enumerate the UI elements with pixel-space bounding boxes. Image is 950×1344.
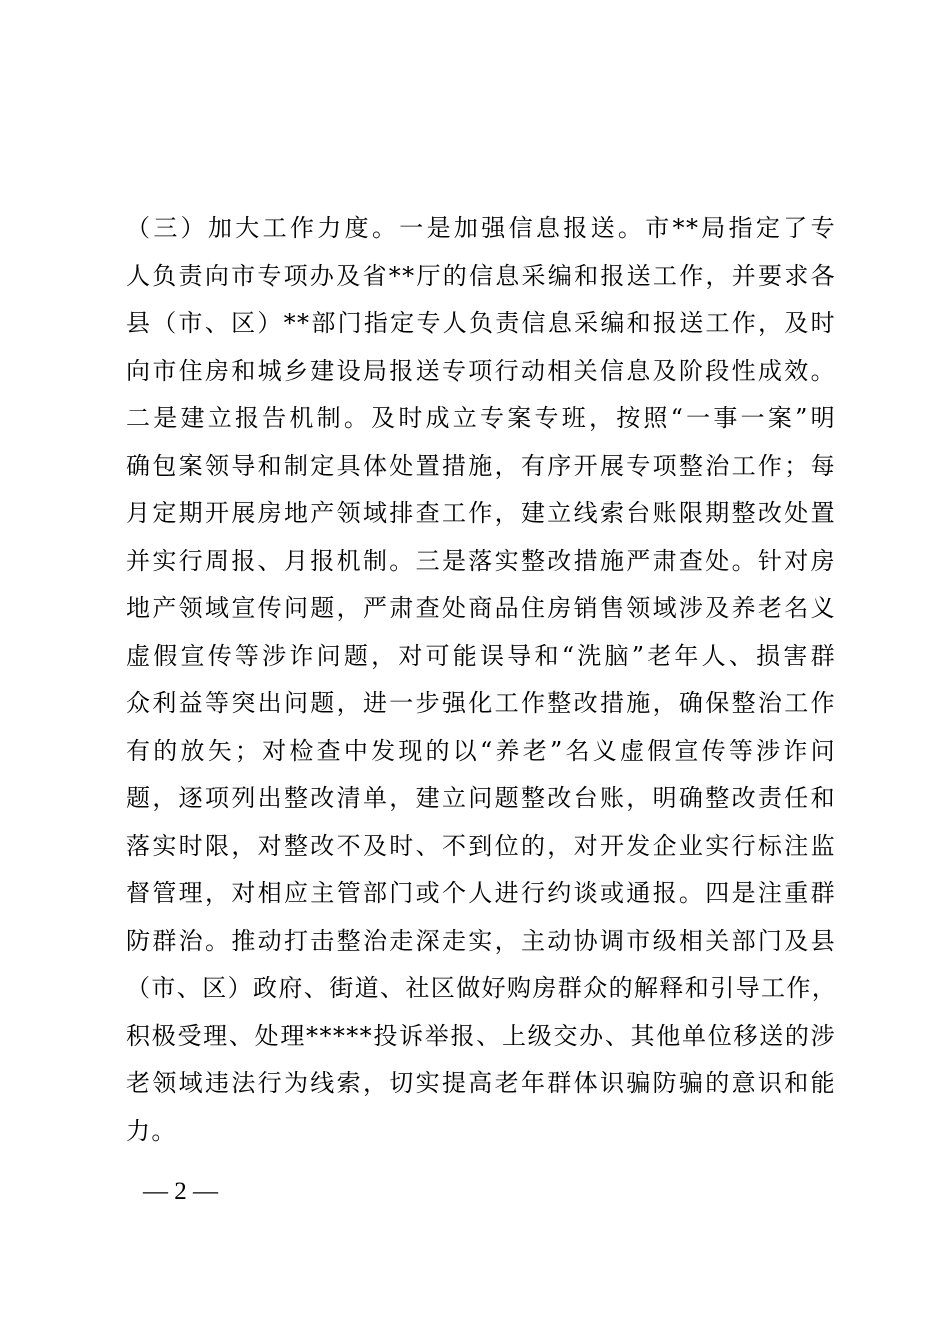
- paragraph-line: （市、区）政府、街道、社区做好购房群众的解释和引导工作，: [126, 974, 838, 1002]
- body-paragraph: [126, 205, 836, 1155]
- paragraph-line: 确包案领导和制定具体处置措施，有序开展专项整治工作；每: [126, 451, 836, 480]
- paragraph-line: 落实时限，对整改不及时、不到位的，对开发企业实行标注监: [126, 831, 836, 860]
- paragraph-line: 并实行周报、月报机制。三是落实整改措施严肃查处。针对房: [126, 546, 836, 575]
- paragraph-line: 题，逐项列出整改清单，建立问题整改台账，明确整改责任和: [126, 784, 836, 812]
- paragraph-line: 向市住房和城乡建设局报送专项行动相关信息及阶段性成效。: [126, 356, 836, 385]
- paragraph-line: 虚假宣传等涉诈问题，对可能误导和“洗脑”老年人、损害群: [126, 641, 836, 670]
- paragraph-line: 人负责向市专项办及省**厅的信息采编和报送工作，并要求各: [126, 261, 836, 290]
- paragraph-line: 月定期开展房地产领域排查工作，建立线索台账限期整改处置: [126, 499, 836, 527]
- paragraph-line: 有的放矢；对检查中发现的以“养老”名义虚假宣传等涉诈问: [126, 736, 836, 765]
- paragraph-line: （三）加大工作力度。一是加强信息报送。市**局指定了专: [126, 214, 836, 242]
- paragraph-line: 地产领域宣传问题，严肃查处商品住房销售领域涉及养老名义: [126, 594, 836, 622]
- paragraph-line: 力。: [126, 1116, 177, 1145]
- paragraph-line: 众利益等突出问题，进一步强化工作整改措施，确保整治工作: [126, 689, 836, 717]
- paragraph-line: 老领域违法行为线索，切实提高老年群体识骗防骗的意识和能: [126, 1069, 836, 1097]
- paragraph-line: 督管理，对相应主管部门或个人进行约谈或通报。四是注重群: [126, 879, 836, 907]
- paragraph-line: 县（市、区）**部门指定专人负责信息采编和报送工作，及时: [126, 309, 836, 337]
- page-number: — 2 —: [143, 1178, 218, 1205]
- paragraph-line: 积极受理、处理*****投诉举报、上级交办、其他单位移送的涉: [126, 1021, 836, 1050]
- paragraph-line: 二是建立报告机制。及时成立专案专班，按照“一事一案”明: [126, 404, 836, 432]
- paragraph-line: 防群治。推动打击整治走深走实，主动协调市级相关部门及县: [126, 926, 836, 955]
